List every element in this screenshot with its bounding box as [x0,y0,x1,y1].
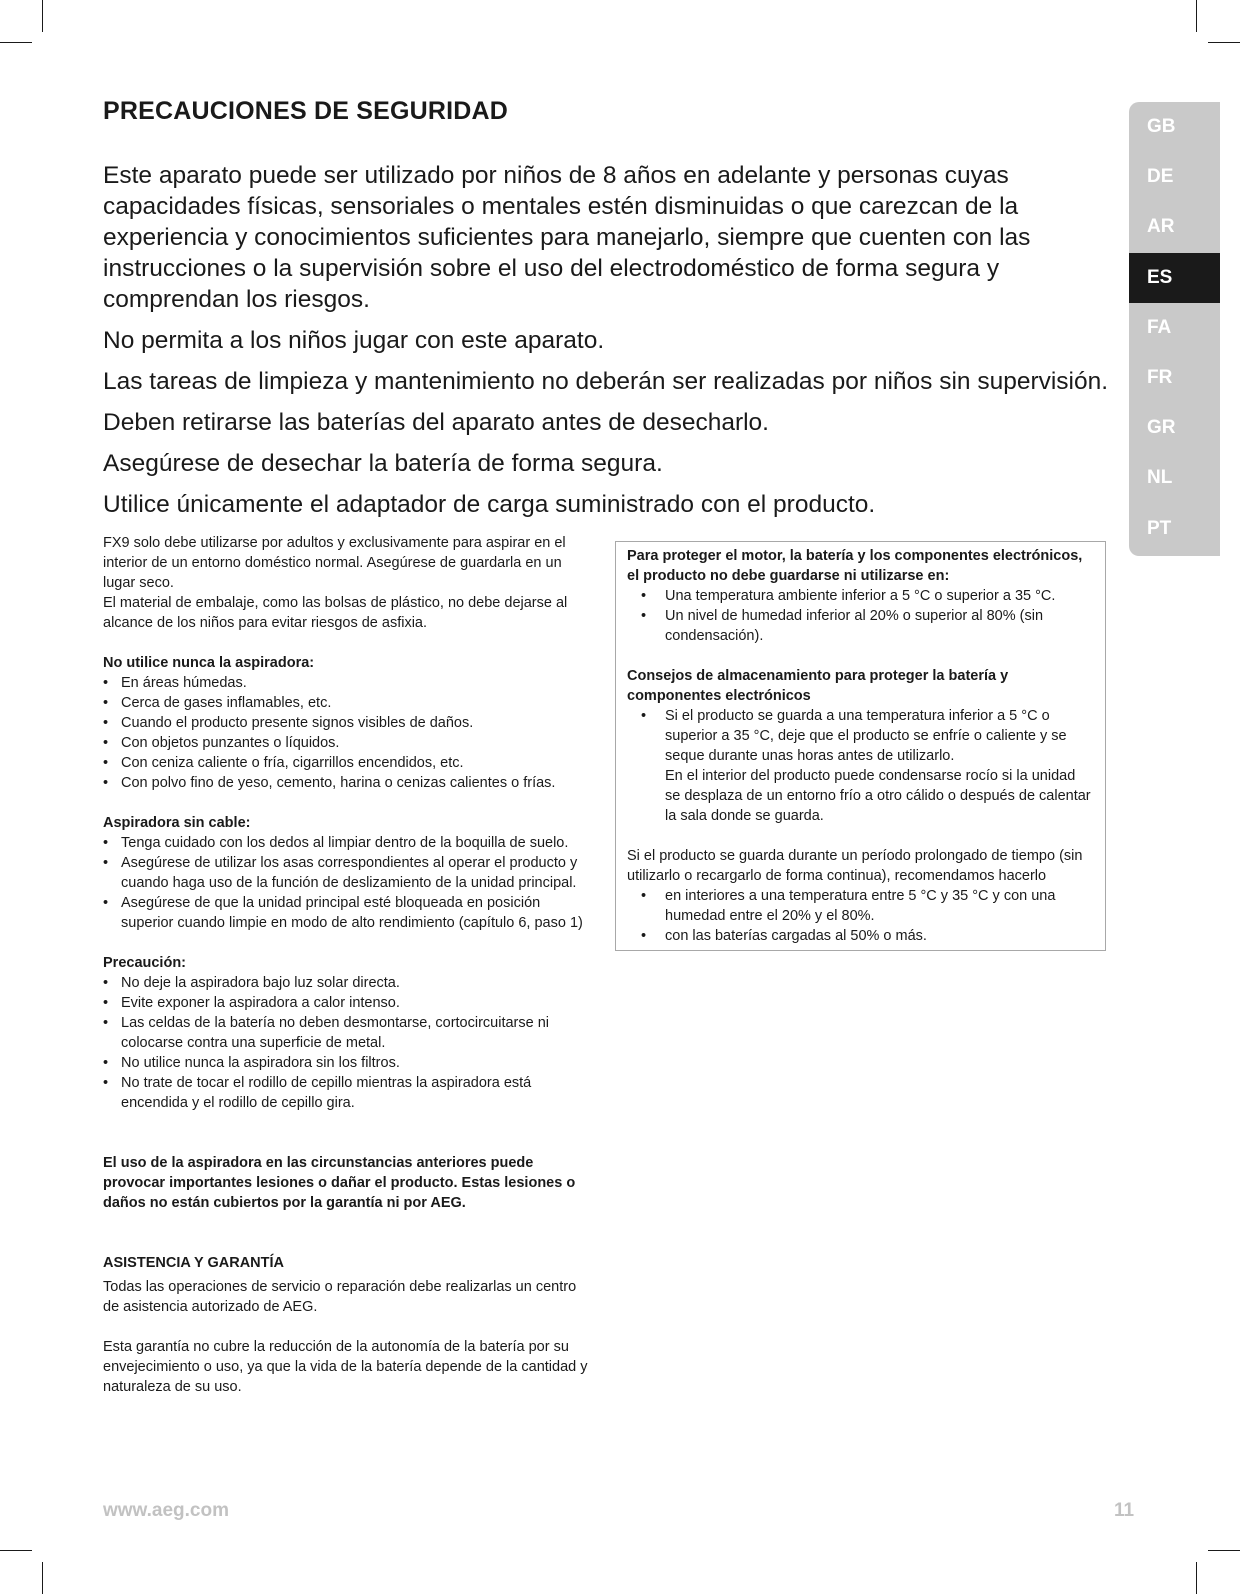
service-heading: ASISTENCIA Y GARANTÍA [103,1255,285,1271]
storage-list [627,706,1093,826]
lang-tab-pt[interactable]: PT [1147,517,1172,539]
crop-mark [1196,1562,1197,1594]
crop-mark [0,1550,32,1551]
storage-item-text: En el interior del producto puede condensarse rocío si la unidad se desplaza de un entorno frío a otro cálido o después de calentar la sala donde se guarda. [665,768,1091,824]
page-number: 11 [1114,1500,1135,1521]
list-item: • Las celdas de la batería no deben desmontarse, cortocircuitarse ni colocarse contra una superficie de metal. [103,1013,595,1053]
longterm-paragraph: Si el producto se guarda durante un período prolongado de tiempo (sin utilizarlo o recargarlo de forma continua), recomendamos hacerlo [627,848,1083,884]
intro-section [103,160,1113,530]
protect-list [627,586,1093,646]
lang-tab-nl[interactable]: NL [1147,467,1173,489]
list-item: • No deje la aspiradora bajo luz solar directa. [103,973,595,993]
protect-heading: Para proteger el motor, la batería y los componentes electrónicos, el producto no debe guardarse ni utilizarse en: [627,548,1083,584]
list-item: • Un nivel de humedad inferior al 20% o superior al 80% (sin condensación). [627,606,1093,646]
crop-mark [42,0,43,32]
warranty-paragraph: Esta garantía no cubre la reducción de la autonomía de la batería por su envejecimiento o uso, ya que la vida de la batería depende de la cantidad y naturaleza de su uso. [103,1339,588,1395]
lang-tab-es[interactable]: ES [1129,253,1220,303]
list-item: • Una temperatura ambiente inferior a 5 °C o superior a 35 °C. [627,586,1093,606]
lang-tab-gb[interactable]: GB [1147,116,1176,137]
language-tabs [1129,102,1220,556]
cordless-list [103,833,595,933]
never-use-list [103,673,595,793]
list-item: • Asegúrese de utilizar los asas correspondientes al operar el producto y cuando haga uso de la función de deslizamiento de la unidad principal. [103,853,595,893]
packaging-paragraph: El material de embalaje, como las bolsas de plástico, no debe dejarse al alcance de los niños para evitar riesgos de asfixia. [103,595,568,631]
storage-info-box [615,541,1106,951]
list-item: • con las baterías cargadas al 50% o más. [627,926,1093,946]
list-item [627,706,1093,826]
list-item: • No trate de tocar el rodillo de cepillo mientras la aspiradora está encendida y el rodillo de cepillo gira. [103,1073,595,1113]
crop-mark [42,1562,43,1594]
lang-tab-ar[interactable]: AR [1147,216,1175,238]
footer-url: www.aeg.com [103,1500,229,1521]
crop-mark [1196,0,1197,32]
list-item: • Con ceniza caliente o fría, cigarrillos encendidos, etc. [103,753,595,773]
list-item: • Tenga cuidado con los dedos al limpiar dentro de la boquilla de suelo. [103,833,595,853]
caution-list [103,973,595,1113]
list-item: • Cuando el producto presente signos visibles de daños. [103,713,595,733]
lang-tab-fr[interactable]: FR [1147,366,1173,388]
left-column [103,533,595,1397]
list-item: • Evite exponer la aspiradora a calor intenso. [103,993,595,1013]
crop-mark [1208,1550,1240,1551]
cordless-heading: Aspiradora sin cable: [103,815,251,831]
crop-mark [0,42,32,43]
intro-paragraph: Deben retirarse las baterías del aparato antes de desecharlo. [103,409,769,436]
page-title: PRECAUCIONES DE SEGURIDAD [103,97,509,125]
intro-paragraph: Este aparato puede ser utilizado por niños de 8 años en adelante y personas cuyas capacidades físicas, sensoriales o mentales estén disminuidas o que carezcan de la experiencia y conocimientos suficientes para manejarlo, siempre que cuenten con las instrucciones o la supervisión sobre el uso del electrodoméstico de forma segura y comprendan los riesgos. [103,162,1031,313]
list-item: • en interiores a una temperatura entre 5 °C y 35 °C y con una humedad entre el 20% y el 80%. [627,886,1093,926]
caution-heading: Precaución: [103,955,186,971]
warning-paragraph: El uso de la aspiradora en las circunstancias anteriores puede provocar importantes lesiones o dañar el producto. Estas lesiones o daños no están cubiertos por la garantía ni por AEG. [103,1155,576,1211]
storage-heading: Consejos de almacenamiento para proteger la batería y componentes electrónicos [627,668,1009,704]
lang-tab-fa[interactable]: FA [1147,316,1172,338]
list-item: • No utilice nunca la aspiradora sin los filtros. [103,1053,595,1073]
list-item: • Con objetos punzantes o líquidos. [103,733,595,753]
lang-tab-gr[interactable]: GR [1147,417,1176,439]
storage-item-text: • Si el producto se guarda a una temperatura inferior a 5 °C o superior a 35 °C, deje que el producto se enfríe o caliente y se seque durante unas horas antes de utilizarlo. [665,708,1067,764]
intro-paragraph: No permita a los niños jugar con este aparato. [103,327,605,354]
intro-paragraph: Utilice únicamente el adaptador de carga suministrado con el producto. [103,491,876,518]
lang-tab-de[interactable]: DE [1147,166,1174,188]
list-item: • En áreas húmedas. [103,673,595,693]
intro-paragraph: Las tareas de limpieza y mantenimiento no deberán ser realizadas por niños sin supervisión. [103,368,1109,395]
service-paragraph: Todas las operaciones de servicio o reparación debe realizarlas un centro de asistencia autorizado de AEG. [103,1279,577,1315]
list-item: • Con polvo fino de yeso, cemento, harina o cenizas calientes o frías. [103,773,595,793]
intro-paragraph: Asegúrese de desechar la batería de forma segura. [103,450,663,477]
list-item: • Asegúrese de que la unidad principal esté bloqueada en posición superior cuando limpie en modo de alto rendimiento (capítulo 6, paso 1) [103,893,595,933]
crop-mark [1208,42,1240,43]
never-use-heading: No utilice nunca la aspiradora: [103,655,315,671]
usage-paragraph: FX9 solo debe utilizarse por adultos y exclusivamente para aspirar en el interior de un entorno doméstico normal. Asegúrese de guardarla en un lugar seco. [103,535,566,591]
list-item: • Cerca de gases inflamables, etc. [103,693,595,713]
longterm-list [627,886,1093,946]
